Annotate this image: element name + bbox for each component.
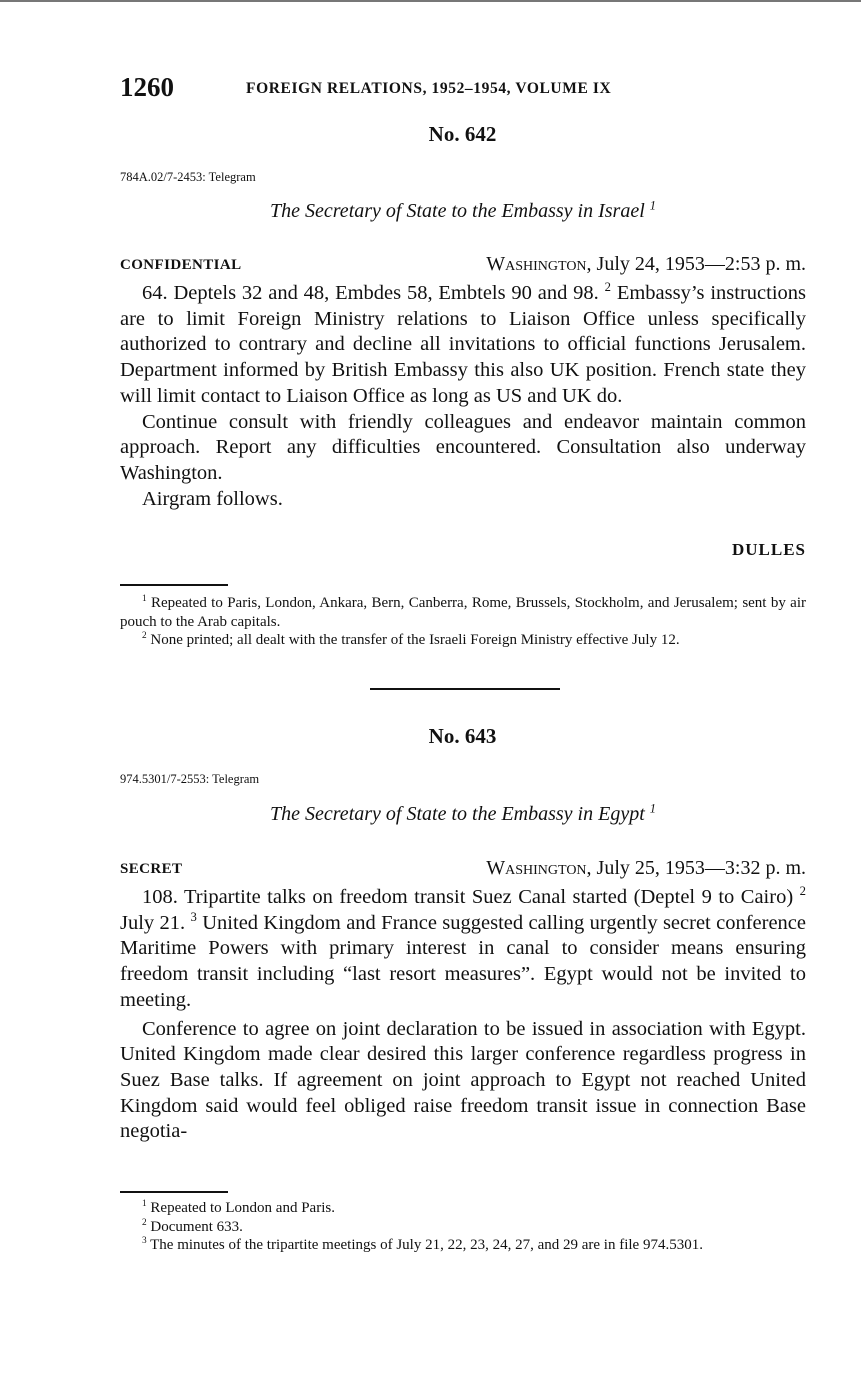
footnote-text: Document 633. — [150, 1218, 243, 1235]
paragraph — [120, 885, 806, 1014]
paragraph-text: 64. Deptels 32 and 48, Embdes 58, Embtels 90 and 98. — [142, 282, 599, 304]
paragraph-text: 108. Tripartite talks on freedom transit Suez Canal started (Deptel 9 to Cairo) — [142, 886, 794, 908]
telegram-body — [120, 281, 806, 512]
paragraph: Airgram follows. — [142, 487, 283, 510]
footnote-marker: 2 — [142, 1217, 147, 1228]
date-time: , July 25, 1953—3:32 p. m. — [586, 857, 806, 879]
paragraph-text: United Kingdom and France suggested calling urgently secret conference Maritime Powers with primary interest in canal to consider means ensuring freedom transit including “last resort measures”. Egypt would not be invited to meeting. — [120, 911, 807, 1011]
paragraph-text: Embassy’s instructions are to limit Foreign Ministry relations to Liaison Office unless specifically authorized to contrary and decline all invitations to official functions Jerusalem. Department informed by British Embassy this also UK position. French state they will limit contact to Liaison Office as long as US and UK do. — [120, 282, 806, 407]
footnote-text: Repeated to London and Paris. — [150, 1200, 335, 1216]
running-title: FOREIGN RELATIONS, 1952–1954, VOLUME IX — [246, 80, 612, 97]
paragraph-text: July 21. — [120, 911, 186, 934]
footnotes — [120, 1199, 806, 1255]
classification: CONFIDENTIAL — [120, 257, 242, 273]
footnote-marker: 3 — [142, 1236, 147, 1246]
footnotes — [120, 594, 806, 650]
telegram-body — [120, 885, 806, 1145]
footnote-text: The minutes of the tripartite meetings of July 21, 22, 23, 24, 27, and 29 are in file 974.5301. — [150, 1237, 703, 1253]
classification-dateline — [120, 857, 806, 880]
section-separator — [370, 688, 560, 690]
page-top-border — [0, 0, 861, 2]
signature: DULLES — [731, 540, 806, 559]
document-title — [120, 200, 806, 223]
footnote-text: None printed; all dealt with the transfer of the Israeli Foreign Ministry effective July 12. — [150, 632, 680, 648]
footnote-marker: 1 — [649, 801, 656, 816]
footnote-marker: 1 — [649, 198, 656, 213]
document-title-text: The Secretary of State to the Embassy in Egypt — [270, 803, 645, 825]
paragraph: Continue consult with friendly colleagues and endeavor maintain common approach. Report any difficulties encountered. Consultation also underway Washington. — [120, 410, 806, 484]
file-reference: 974.5301/7-2553: Telegram — [120, 772, 260, 786]
dateline — [486, 857, 806, 880]
footnote — [120, 594, 806, 631]
footnote-marker: 1 — [142, 1199, 147, 1209]
classification-dateline — [120, 253, 806, 276]
footnote-rule — [120, 1191, 228, 1193]
date-time: , July 24, 1953—2:53 p. m. — [586, 253, 806, 275]
footnote-marker: 2 — [799, 884, 807, 899]
footnote-rule — [120, 584, 228, 586]
document-title — [120, 803, 806, 826]
paragraph — [120, 281, 806, 410]
footnote — [120, 631, 806, 650]
classification: SECRET — [120, 861, 183, 877]
footnote — [120, 1236, 806, 1255]
footnote-marker: 2 — [604, 280, 611, 295]
footnote-marker: 1 — [142, 594, 147, 604]
document-number: No. 643 — [428, 724, 497, 748]
footnote-marker: 3 — [190, 909, 197, 924]
footnote-marker: 2 — [142, 631, 147, 641]
file-reference: 784A.02/7-2453: Telegram — [120, 170, 256, 184]
footnote — [120, 1218, 806, 1237]
place: Washington — [486, 857, 587, 879]
footnote-text: Repeated to Paris, London, Ankara, Bern, Canberra, Rome, Brussels, Stockholm, and Jerusalem; sent by air pouch to the Arab capitals. — [120, 595, 807, 630]
paragraph: Conference to agree on joint declaration to be issued in association with Egypt. United Kingdom made clear desired this larger conference regardless progress in Suez Base talks. If agreement on joint approach to Egypt not reached United Kingdom said would feel obliged raise freedom transit issue in connection Base negotia- — [120, 1017, 806, 1143]
document-title-text: The Secretary of State to the Embassy in Israel — [270, 200, 645, 222]
place: Washington — [486, 253, 587, 275]
footnote — [120, 1199, 806, 1218]
page-number: 1260 — [120, 72, 174, 102]
document-number: No. 642 — [428, 122, 497, 146]
dateline — [486, 253, 806, 276]
